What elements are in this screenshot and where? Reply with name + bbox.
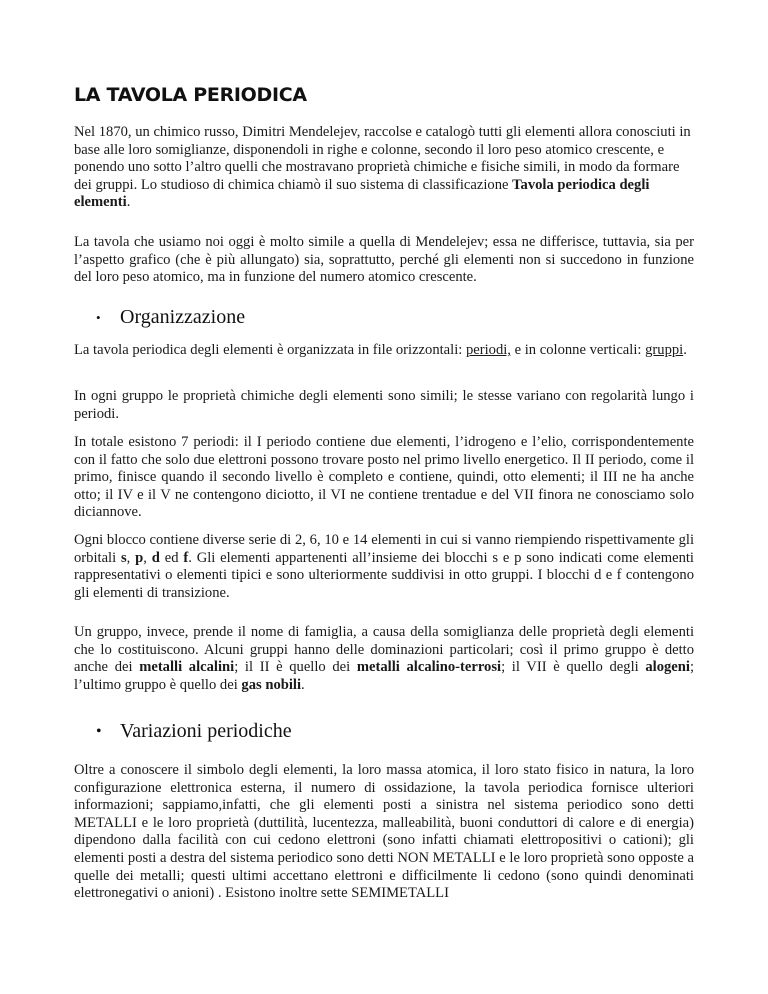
variations-text: Oltre a conoscere il simbolo degli elementi, la loro massa atomica, il loro stato fisico in natura, la loro configurazione elettronica esterna, il numero di ossidazione, la tavola periodica fornisce ulteriori informazioni; sappiamo,infatti, che gli elementi posti a sinistra nel sistema periodico sono detti METALLI e le loro proprietà (duttilità, lucentezza, malleabilità, buoni conduttori di calore e di energia) dipendono dalla facilità con cui cedono elettroni (sono infatti chiamati elettropositivi o cationi); gli elementi posti a destra del sistema periodico sono detti NON METALLI e le loro proprietà sono opposte a quelle dei metalli; questi ultimi accettano elettroni e difficilmente li cedono (sono quindi denominati elettronegativi o anioni) . Esistono inoltre sette SEMIMETALLI bbox=[74, 762, 694, 902]
group-properties-paragraph bbox=[74, 388, 694, 423]
organization-text-3: . bbox=[683, 342, 687, 358]
term-periodi: periodi, bbox=[465, 342, 511, 358]
periods-paragraph bbox=[74, 434, 694, 522]
blocks-text: Ogni blocco contiene diverse serie di 2, 6, 10 e 14 elementi in cui si vanno riempiendo rispettivamente gli orbitali bbox=[74, 532, 694, 566]
separator: ed bbox=[159, 549, 184, 566]
families-text: Un gruppo, invece, prende il nome di famiglia, a causa della somiglianza delle proprietà degli elementi che lo costituiscono. Alcuni gruppi hanno delle dominazioni particolari; così il primo gruppo è detto anche dei bbox=[74, 624, 694, 676]
orbital-s: s bbox=[120, 549, 127, 566]
separator: , bbox=[126, 549, 136, 566]
organization-text: La tavola periodica degli elementi è organizzata in file orizzontali: bbox=[74, 342, 466, 358]
intro-bold-term: Tavola periodica degli elementi bbox=[74, 176, 650, 211]
families-text-2: ; il II è quello dei bbox=[234, 659, 357, 676]
intro-paragraph bbox=[74, 124, 694, 212]
orbital-d: d bbox=[151, 549, 160, 566]
blocks-paragraph bbox=[74, 532, 694, 602]
intro-text-end: . bbox=[126, 194, 131, 211]
term-metalli-alcalino-terrosi: metalli alcalino-terrosi bbox=[356, 659, 502, 676]
organization-paragraph bbox=[74, 342, 694, 360]
section-heading-text: Variazioni periodiche bbox=[120, 720, 292, 742]
families-text-4: ; l’ultimo gruppo è quello dei bbox=[74, 659, 694, 693]
orbital-p: p bbox=[135, 549, 144, 566]
intro-text: Nel 1870, un chimico russo, Dimitri Mendelejev, raccolse e catalogò tutti gli elementi allora conosciuti in base alle loro somiglianze, disponendoli in righe e colonne, secondo il loro peso atomico crescente, e ponendo uno sotto l’altro quelli che mostravano proprietà chimiche e fisiche simili, in modo da formare dei gruppi. Lo studioso di chimica chiamò il suo sistema di classificazione bbox=[74, 124, 691, 193]
term-gruppi: gruppi bbox=[645, 342, 684, 358]
term-metalli-alcalini: metalli alcalini bbox=[139, 659, 235, 676]
section-heading-variazioni bbox=[96, 720, 292, 743]
term-gas-nobili: gas nobili bbox=[241, 676, 302, 693]
section-heading-organizzazione bbox=[96, 306, 245, 329]
modern-table-paragraph bbox=[74, 234, 694, 287]
families-text-5: . bbox=[301, 676, 305, 693]
bullet-icon: • bbox=[96, 309, 101, 325]
blocks-text-2: . Gli elementi appartenenti all’insieme dei blocchi s e p sono indicati come elementi rappresentativi o elementi tipici e sono ulteriormente suddivisi in otto gruppi. I blocchi d e f contengono gli elementi di transizione. bbox=[74, 549, 694, 601]
term-alogeni: alogeni bbox=[645, 659, 690, 676]
modern-table-text: La tavola che usiamo noi oggi è molto simile a quella di Mendelejev; essa ne differisce, tuttavia, sia per l’aspetto grafico (che è più allungato) sia, soprattutto, perché gli elementi non si succedono in funzione del loro peso atomico, ma in funzione del numero atomico crescente. bbox=[74, 234, 694, 286]
periods-text: In totale esistono 7 periodi: il I periodo contiene due elementi, l’idrogeno e l’elio, corrispondentemente con il fatto che solo due elettroni possono trovare posto nel primo livello energetico. Il II periodo, come il primo, finisce quando il secondo livello è completo e contiene, quindi, otto elementi; il III ne ha anche otto; il IV e il V ne contengono diciotto, il VI ne contiene trentadue e del VII finora ne conosciamo solo diciannove. bbox=[74, 434, 694, 521]
section-heading-text: Organizzazione bbox=[120, 306, 246, 328]
separator: , bbox=[143, 549, 152, 566]
variations-paragraph bbox=[74, 762, 694, 903]
orbital-f: f bbox=[183, 549, 189, 566]
bullet-icon: • bbox=[96, 722, 102, 740]
document-title: LA TAVOLA PERIODICA bbox=[74, 84, 307, 106]
families-text-3: ; il VII è quello degli bbox=[501, 659, 646, 676]
organization-text-2: e in colonne verticali: bbox=[510, 342, 646, 358]
group-properties-text: In ogni gruppo le proprietà chimiche degli elementi sono simili; le stesse variano con regolarità lungo i periodi. bbox=[74, 388, 694, 422]
families-paragraph bbox=[74, 624, 694, 694]
